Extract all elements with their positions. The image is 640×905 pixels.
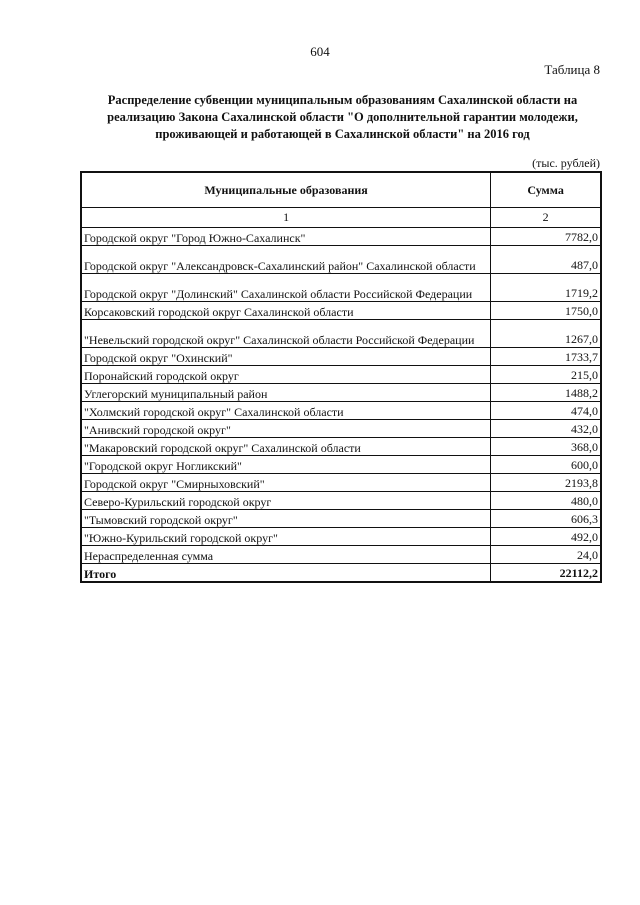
municipality-sum: 1488,2	[491, 384, 601, 402]
municipality-name: Городской округ "Город Южно-Сахалинск"	[81, 228, 491, 246]
total-label: Итого	[81, 564, 491, 583]
page-number: 604	[310, 44, 330, 59]
municipality-name: Нераспределенная сумма	[81, 546, 491, 564]
table-row	[81, 274, 601, 302]
table-row	[81, 546, 601, 564]
table-row	[81, 474, 601, 492]
municipality-name: Городской округ "Охинский"	[81, 348, 491, 366]
municipality-name: Углегорский муниципальный район	[81, 384, 491, 402]
municipality-sum: 492,0	[491, 528, 601, 546]
municipality-sum: 2193,8	[491, 474, 601, 492]
municipality-name: "Тымовский городской округ"	[81, 510, 491, 528]
municipality-name: Городской округ "Долинский" Сахалинской области Российской Федерации	[81, 274, 491, 302]
municipality-sum: 215,0	[491, 366, 601, 384]
municipality-sum: 1719,2	[491, 274, 601, 302]
table-row	[81, 384, 601, 402]
municipality-sum: 1267,0	[491, 320, 601, 348]
table-row	[81, 438, 601, 456]
header-sum: Сумма	[491, 172, 601, 208]
table-row	[81, 246, 601, 274]
column-number-row	[81, 208, 601, 228]
municipality-name: "Анивский городской округ"	[81, 420, 491, 438]
municipality-sum: 600,0	[491, 456, 601, 474]
municipality-name: "Макаровский городской округ" Сахалинской области	[81, 438, 491, 456]
municipality-name: "Невельский городской округ" Сахалинской области Российской Федерации	[81, 320, 491, 348]
municipality-sum: 606,3	[491, 510, 601, 528]
table-row	[81, 402, 601, 420]
table-row	[81, 302, 601, 320]
municipality-name: "Холмский городской округ" Сахалинской области	[81, 402, 491, 420]
table-row	[81, 492, 601, 510]
municipality-name: Корсаковский городской округ Сахалинской области	[81, 302, 491, 320]
table-row	[81, 366, 601, 384]
municipality-name: "Южно-Курильский городской округ"	[81, 528, 491, 546]
municipality-sum: 24,0	[491, 546, 601, 564]
table-row	[81, 456, 601, 474]
municipality-name: Городской округ "Смирныховский"	[81, 474, 491, 492]
column-number-2: 2	[491, 208, 601, 228]
municipality-sum: 1733,7	[491, 348, 601, 366]
municipality-sum: 474,0	[491, 402, 601, 420]
municipality-name: "Городской округ Ногликский"	[81, 456, 491, 474]
municipality-sum: 1750,0	[491, 302, 601, 320]
column-number-1: 1	[81, 208, 491, 228]
document-title: Распределение субвенции муниципальным образованиям Сахалинской области на реализацию Закона Сахалинской области "О дополнительной гарантии молодежи, проживающей и работающей в Сахалинской области" на 2016 год	[107, 93, 578, 141]
subvention-table	[80, 171, 602, 583]
municipality-sum: 432,0	[491, 420, 601, 438]
table-row	[81, 348, 601, 366]
units-label: (тыс. рублей)	[532, 156, 600, 170]
table-row	[81, 528, 601, 546]
header-municipalities: Муниципальные образования	[81, 172, 491, 208]
municipality-name: Поронайский городской округ	[81, 366, 491, 384]
municipality-sum: 368,0	[491, 438, 601, 456]
municipality-name: Северо-Курильский городской округ	[81, 492, 491, 510]
total-row	[81, 564, 601, 583]
table-row	[81, 320, 601, 348]
municipality-sum: 7782,0	[491, 228, 601, 246]
table-label: Таблица 8	[544, 62, 600, 77]
table-row	[81, 228, 601, 246]
table-row	[81, 420, 601, 438]
table-header-row	[81, 172, 601, 208]
table-row	[81, 510, 601, 528]
municipality-sum: 487,0	[491, 246, 601, 274]
municipality-sum: 480,0	[491, 492, 601, 510]
municipality-name: Городской округ "Александровск-Сахалинский район" Сахалинской области	[81, 246, 491, 274]
total-sum: 22112,2	[491, 564, 601, 583]
